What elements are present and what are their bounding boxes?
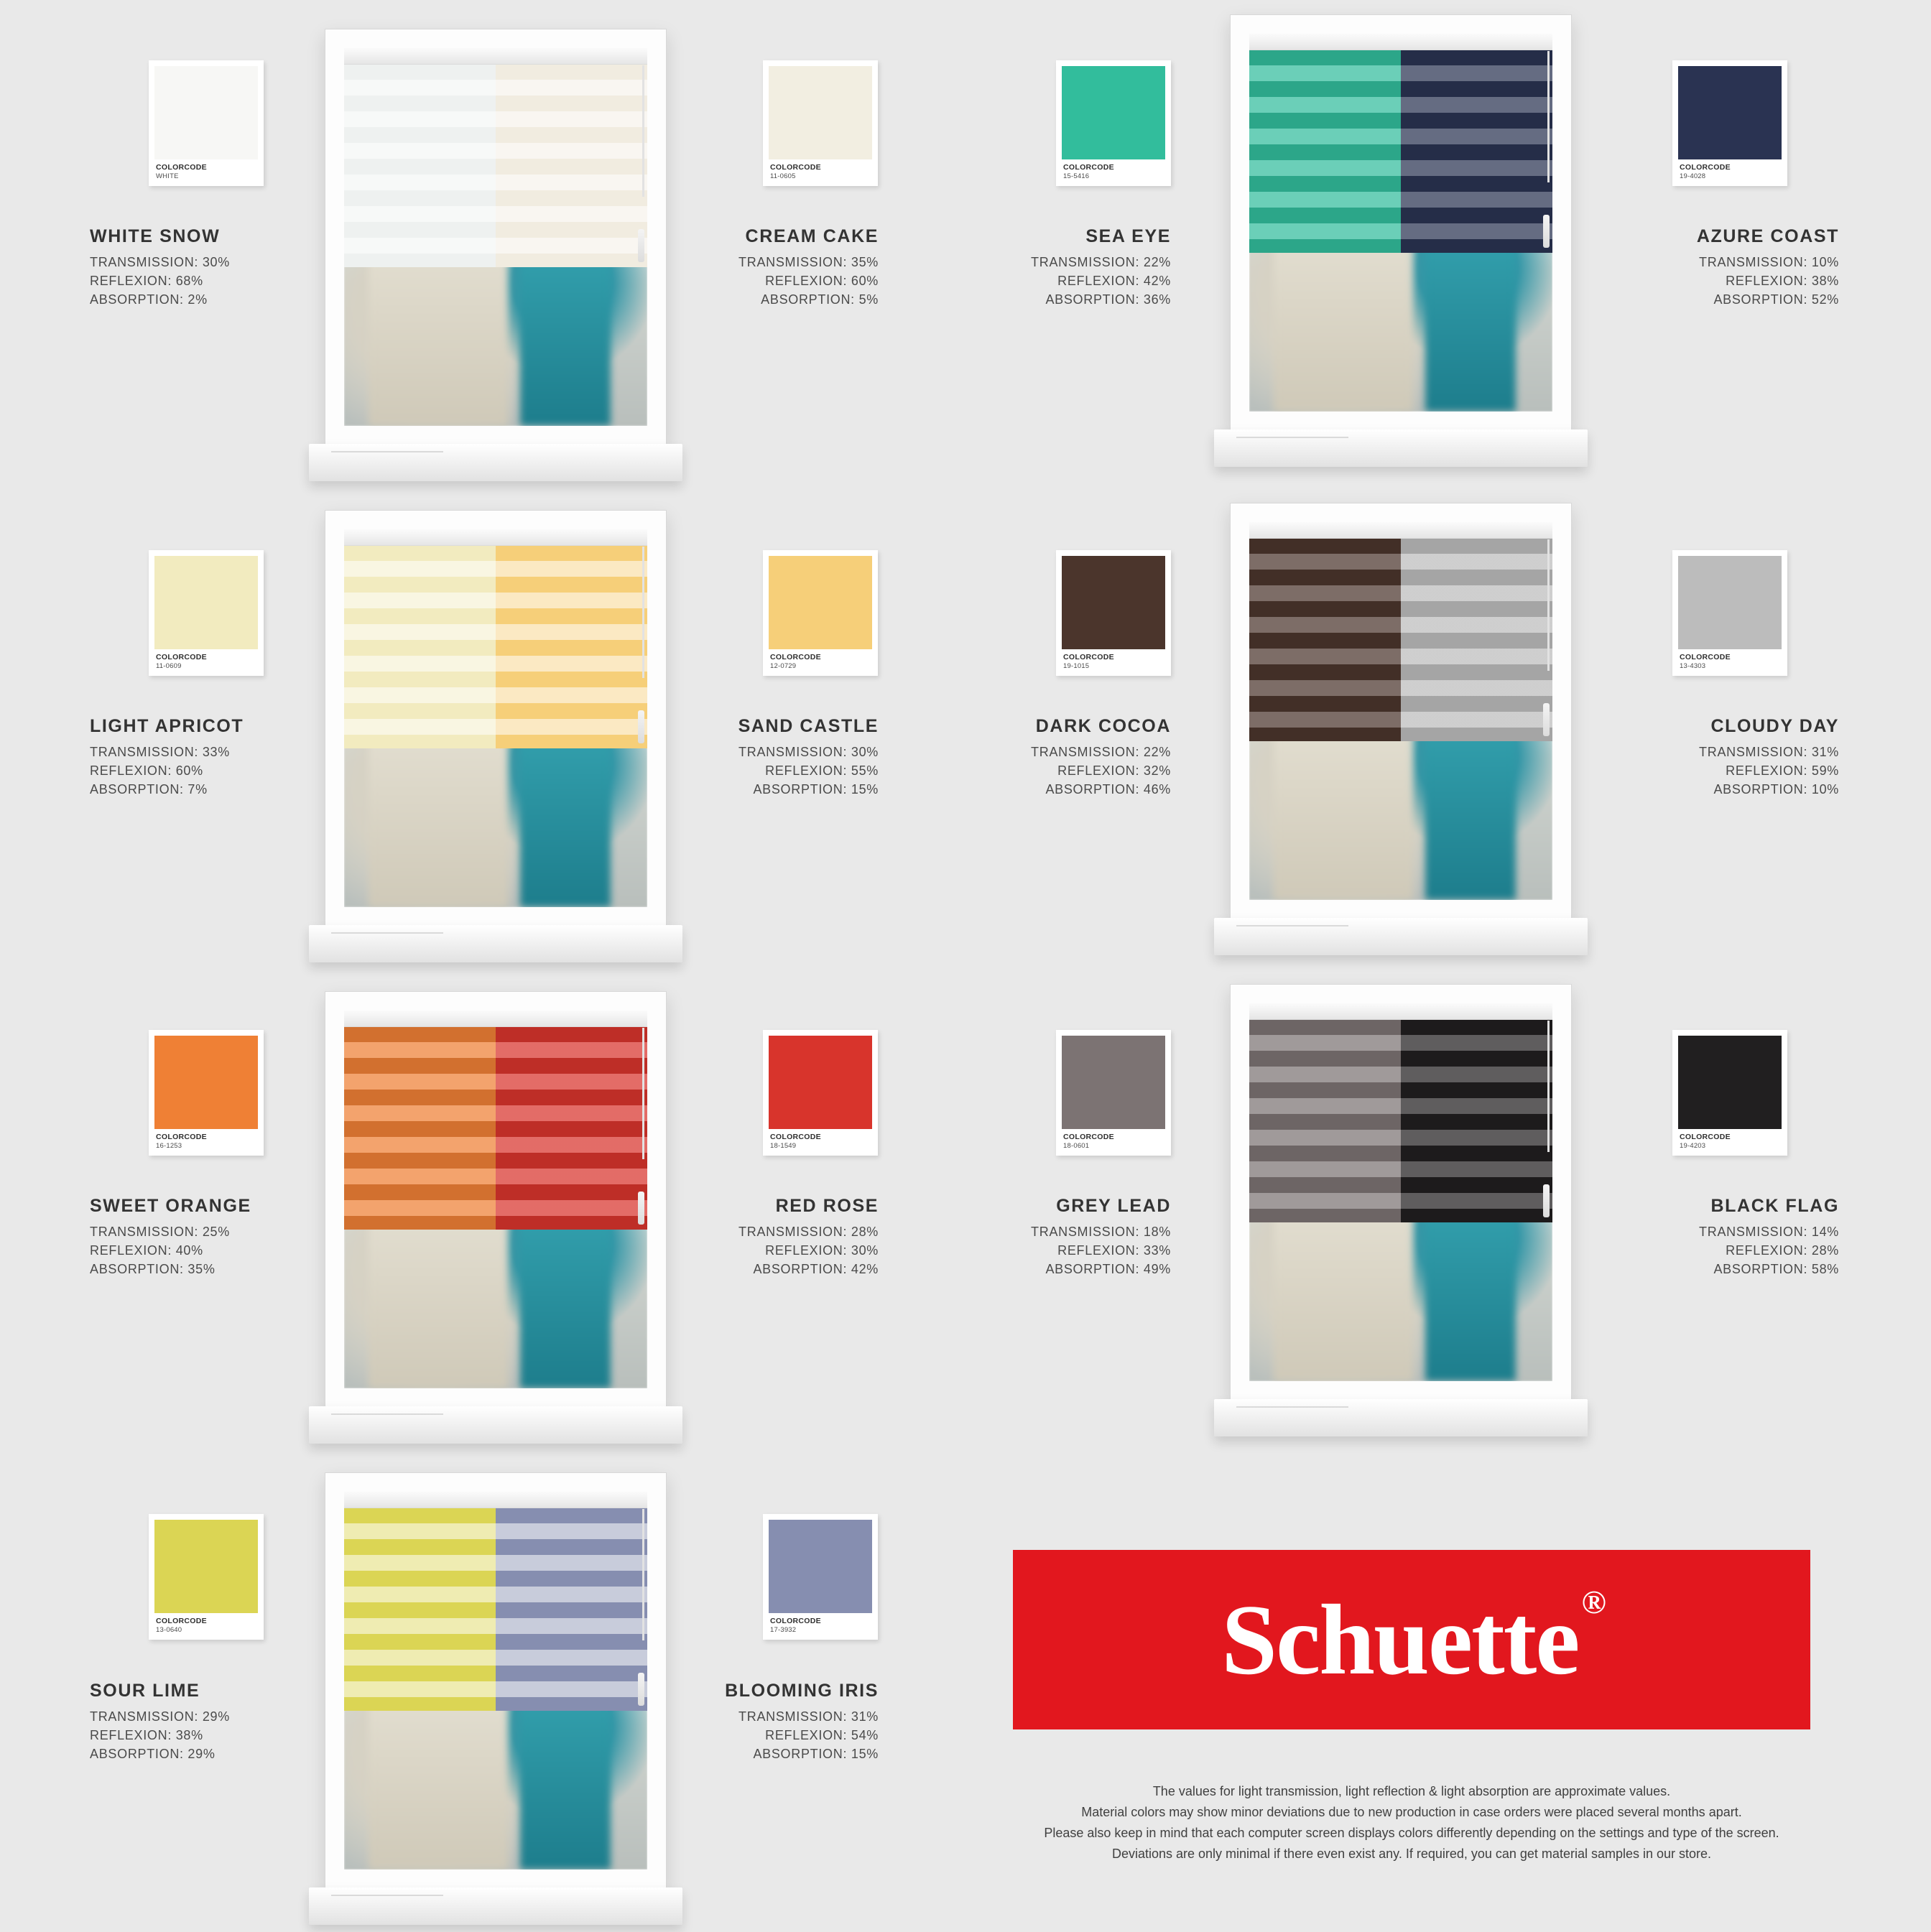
swatch-card-black-flag (1672, 1030, 1787, 1156)
swatch-card-azure-coast (1672, 60, 1787, 186)
colorcode-block (1062, 1129, 1165, 1153)
absorption-value: ABSORPTION: 46% (1045, 782, 1171, 797)
reflexion-value: REFLEXION: 30% (765, 1243, 879, 1258)
zebra-blind (344, 529, 647, 748)
colorcode-value: 13-4303 (1680, 661, 1706, 670)
reflexion-value: REFLEXION: 38% (1726, 274, 1839, 289)
window-glass (1249, 1003, 1552, 1381)
product-name: WHITE SNOW (90, 226, 221, 246)
blind-stripes (344, 529, 647, 748)
product-info-sea-eye (934, 226, 1171, 309)
colorcode-value: 16-1253 (156, 1141, 182, 1150)
window-handle (1543, 703, 1550, 736)
footnote-line-4: Deviations are only minimal if there even exist any. If required, you can get material samples in our store. (1111, 1847, 1712, 1862)
reflexion-value: REFLEXION: 38% (90, 1728, 203, 1743)
blind-cassette (1249, 34, 1552, 50)
product-info-white-snow (90, 226, 327, 309)
window-glass (1249, 522, 1552, 900)
color-chip (1062, 556, 1165, 649)
swatch-card-cream-cake (763, 60, 878, 186)
colorcode-value: WHITE (156, 172, 179, 180)
window-handle (638, 1192, 644, 1225)
colorcode-block (154, 1613, 258, 1637)
colorcode-label: COLORCODE (156, 653, 207, 661)
reflexion-value: REFLEXION: 60% (765, 274, 879, 289)
colorcode-label: COLORCODE (770, 1617, 821, 1625)
blind-chain (642, 65, 644, 197)
colorcode-value: 19-4028 (1680, 172, 1706, 180)
colorcode-block (1678, 649, 1782, 673)
transmission-value: TRANSMISSION: 31% (1699, 745, 1839, 759)
product-name: SWEET ORANGE (90, 1196, 251, 1216)
zebra-blind (344, 48, 647, 267)
colorcode-block (769, 159, 872, 183)
blind-stripes (344, 1492, 647, 1711)
color-chip (1062, 1036, 1165, 1129)
blind-chain (1547, 51, 1550, 182)
colorcode-value: 13-0640 (156, 1625, 182, 1634)
transmission-value: TRANSMISSION: 30% (738, 745, 879, 759)
transmission-value: TRANSMISSION: 28% (738, 1225, 879, 1239)
window-handle (1543, 215, 1550, 248)
blind-chain (1547, 539, 1550, 671)
color-chip (769, 66, 872, 159)
transmission-value: TRANSMISSION: 31% (738, 1709, 879, 1724)
colorcode-block (769, 1129, 872, 1153)
color-chip (769, 556, 872, 649)
colorcode-block (1062, 159, 1165, 183)
colorcode-block (769, 649, 872, 673)
footnote-line-2: Material colors may show minor deviations due to new production in case orders were placed several months apart. (1081, 1805, 1742, 1820)
blind-chain (642, 1509, 644, 1640)
window-mockup-3 (309, 510, 682, 970)
swatch-card-blooming-iris (763, 1514, 878, 1640)
window-frame (325, 991, 667, 1408)
color-chip (154, 1520, 258, 1613)
transmission-value: TRANSMISSION: 10% (1699, 255, 1839, 269)
transmission-value: TRANSMISSION: 22% (1031, 255, 1171, 269)
product-info-sweet-orange (90, 1196, 327, 1278)
blind-chain (1547, 1021, 1550, 1152)
colorcode-label: COLORCODE (1063, 1133, 1114, 1141)
product-info-sour-lime (90, 1681, 327, 1763)
colorcode-block (154, 649, 258, 673)
absorption-value: ABSORPTION: 49% (1045, 1262, 1171, 1277)
window-glass (1249, 34, 1552, 412)
swatch-card-cloudy-day (1672, 550, 1787, 676)
blind-stripes (1249, 34, 1552, 253)
window-mockup-5 (309, 991, 682, 1451)
colorcode-block (154, 159, 258, 183)
brand-name: Schuette (1221, 1584, 1579, 1696)
colorcode-block (154, 1129, 258, 1153)
transmission-value: TRANSMISSION: 35% (738, 255, 879, 269)
color-chip (1678, 556, 1782, 649)
window-frame (1230, 14, 1572, 431)
window-handle (638, 710, 644, 743)
product-info-light-apricot (90, 716, 327, 799)
reflexion-value: REFLEXION: 68% (90, 274, 203, 289)
product-info-grey-lead (934, 1196, 1171, 1278)
blind-cassette (344, 48, 647, 65)
reflexion-value: REFLEXION: 59% (1726, 763, 1839, 779)
colorcode-block (769, 1613, 872, 1637)
colorcode-label: COLORCODE (770, 1133, 821, 1141)
product-name: DARK COCOA (1035, 716, 1171, 736)
absorption-value: ABSORPTION: 36% (1045, 292, 1171, 307)
window-handle (1543, 1184, 1550, 1217)
product-name: CLOUDY DAY (1710, 716, 1839, 736)
absorption-value: ABSORPTION: 58% (1713, 1262, 1839, 1277)
product-info-blooming-iris (642, 1681, 879, 1763)
reflexion-value: REFLEXION: 60% (90, 763, 203, 779)
colorcode-label: COLORCODE (1680, 653, 1731, 661)
colorcode-value: 11-0609 (156, 661, 182, 670)
product-info-dark-cocoa (934, 716, 1171, 799)
window-glass (344, 1492, 647, 1870)
window-glass (344, 1011, 647, 1388)
window-sill (1214, 429, 1588, 467)
zebra-blind (344, 1011, 647, 1230)
absorption-value: ABSORPTION: 15% (753, 782, 879, 797)
colorcode-value: 19-1015 (1063, 661, 1090, 670)
product-info-red-rose (642, 1196, 879, 1278)
colorcode-block (1678, 1129, 1782, 1153)
colorcode-block (1062, 649, 1165, 673)
zebra-blind (1249, 1003, 1552, 1222)
brand-logo (1013, 1550, 1810, 1729)
swatch-card-sea-eye (1056, 60, 1171, 186)
window-handle (638, 1673, 644, 1706)
colorcode-value: 18-1549 (770, 1141, 797, 1150)
absorption-value: ABSORPTION: 5% (761, 292, 879, 307)
reflexion-value: REFLEXION: 42% (1057, 274, 1171, 289)
product-info-azure-coast (1602, 226, 1839, 309)
colorcode-label: COLORCODE (1680, 1133, 1731, 1141)
blind-stripes (1249, 1003, 1552, 1222)
product-name: SEA EYE (1085, 226, 1171, 246)
window-sill (1214, 918, 1588, 955)
window-mockup-4 (1214, 503, 1588, 962)
transmission-value: TRANSMISSION: 25% (90, 1225, 230, 1239)
colorcode-label: COLORCODE (770, 653, 821, 661)
window-handle (638, 229, 644, 262)
absorption-value: ABSORPTION: 2% (90, 292, 208, 307)
color-chip (1062, 66, 1165, 159)
window-frame (325, 1472, 667, 1889)
absorption-value: ABSORPTION: 10% (1713, 782, 1839, 797)
swatch-card-grey-lead (1056, 1030, 1171, 1156)
swatch-card-dark-cocoa (1056, 550, 1171, 676)
product-name: CREAM CAKE (745, 226, 879, 246)
blind-chain (642, 547, 644, 678)
colorcode-value: 19-4203 (1680, 1141, 1706, 1150)
absorption-value: ABSORPTION: 52% (1713, 292, 1839, 307)
absorption-value: ABSORPTION: 35% (90, 1262, 216, 1277)
absorption-value: ABSORPTION: 29% (90, 1747, 216, 1762)
window-sill (309, 1406, 682, 1444)
transmission-value: TRANSMISSION: 33% (90, 745, 230, 759)
blind-stripes (1249, 522, 1552, 741)
color-chip (1678, 66, 1782, 159)
product-name: BLACK FLAG (1710, 1196, 1839, 1216)
brand-logo-text (1221, 1582, 1605, 1698)
colorcode-label: COLORCODE (156, 1617, 207, 1625)
colorcode-label: COLORCODE (156, 1133, 207, 1141)
colorcode-label: COLORCODE (1063, 163, 1114, 172)
window-sill (309, 1887, 682, 1925)
transmission-value: TRANSMISSION: 14% (1699, 1225, 1839, 1239)
reflexion-value: REFLEXION: 55% (765, 763, 879, 779)
window-mockup-1 (309, 29, 682, 488)
product-info-cream-cake (642, 226, 879, 309)
footnote-block (934, 1781, 1889, 1865)
color-chip (769, 1520, 872, 1613)
color-chip (154, 556, 258, 649)
product-name: LIGHT APRICOT (90, 716, 244, 736)
swatch-card-sour-lime (149, 1514, 264, 1640)
transmission-value: TRANSMISSION: 30% (90, 255, 230, 269)
swatch-card-sweet-orange (149, 1030, 264, 1156)
window-sill (309, 925, 682, 962)
transmission-value: TRANSMISSION: 29% (90, 1709, 230, 1724)
window-frame (325, 29, 667, 445)
colorcode-label: COLORCODE (1063, 653, 1114, 661)
swatch-card-sand-castle (763, 550, 878, 676)
absorption-value: ABSORPTION: 7% (90, 782, 208, 797)
window-frame (325, 510, 667, 926)
registered-trademark-icon: ® (1581, 1583, 1605, 1620)
zebra-blind (1249, 522, 1552, 741)
color-chip (154, 66, 258, 159)
color-chip (1678, 1036, 1782, 1129)
blind-cassette (344, 529, 647, 546)
window-frame (1230, 984, 1572, 1401)
absorption-value: ABSORPTION: 42% (753, 1262, 879, 1277)
window-mockup-6 (1214, 984, 1588, 1444)
blind-cassette (1249, 522, 1552, 539)
swatch-card-red-rose (763, 1030, 878, 1156)
product-name: RED ROSE (775, 1196, 879, 1216)
footnote-line-3: Please also keep in mind that each computer screen displays colors differently depending on the settings and type of the screen. (1044, 1826, 1779, 1841)
reflexion-value: REFLEXION: 28% (1726, 1243, 1839, 1258)
product-name: GREY LEAD (1056, 1196, 1171, 1216)
reflexion-value: REFLEXION: 32% (1057, 763, 1171, 779)
window-mockup-7 (309, 1472, 682, 1932)
color-chip (769, 1036, 872, 1129)
colorcode-label: COLORCODE (1680, 163, 1731, 172)
swatch-card-white-snow (149, 60, 264, 186)
window-sill (309, 444, 682, 481)
absorption-value: ABSORPTION: 15% (753, 1747, 879, 1762)
transmission-value: TRANSMISSION: 22% (1031, 745, 1171, 759)
product-name: SOUR LIME (90, 1681, 200, 1701)
blind-cassette (344, 1492, 647, 1508)
product-info-sand-castle (642, 716, 879, 799)
blind-stripes (344, 48, 647, 267)
product-name: AZURE COAST (1696, 226, 1839, 246)
window-sill (1214, 1399, 1588, 1436)
colorcode-label: COLORCODE (770, 163, 821, 172)
colorcode-label: COLORCODE (156, 163, 207, 172)
product-name: BLOOMING IRIS (725, 1681, 879, 1701)
window-glass (344, 48, 647, 426)
window-frame (1230, 503, 1572, 919)
color-chip (154, 1036, 258, 1129)
blind-stripes (344, 1011, 647, 1230)
colorcode-value: 11-0605 (770, 172, 796, 180)
colorcode-block (1678, 159, 1782, 183)
reflexion-value: REFLEXION: 40% (90, 1243, 203, 1258)
blind-chain (642, 1028, 644, 1159)
colorcode-value: 15-5416 (1063, 172, 1090, 180)
zebra-blind (344, 1492, 647, 1711)
window-glass (344, 529, 647, 907)
colorcode-value: 12-0729 (770, 661, 797, 670)
window-mockup-2 (1214, 14, 1588, 474)
colorcode-value: 17-3932 (770, 1625, 797, 1634)
reflexion-value: REFLEXION: 33% (1057, 1243, 1171, 1258)
transmission-value: TRANSMISSION: 18% (1031, 1225, 1171, 1239)
reflexion-value: REFLEXION: 54% (765, 1728, 879, 1743)
footnote-line-1: The values for light transmission, light reflection & light absorption are approximate values. (1152, 1784, 1671, 1798)
blind-cassette (344, 1011, 647, 1027)
product-info-cloudy-day (1602, 716, 1839, 799)
swatch-card-light-apricot (149, 550, 264, 676)
blind-cassette (1249, 1003, 1552, 1020)
zebra-blind (1249, 34, 1552, 253)
colorcode-value: 18-0601 (1063, 1141, 1090, 1150)
product-name: SAND CASTLE (738, 716, 879, 736)
product-info-black-flag (1602, 1196, 1839, 1278)
